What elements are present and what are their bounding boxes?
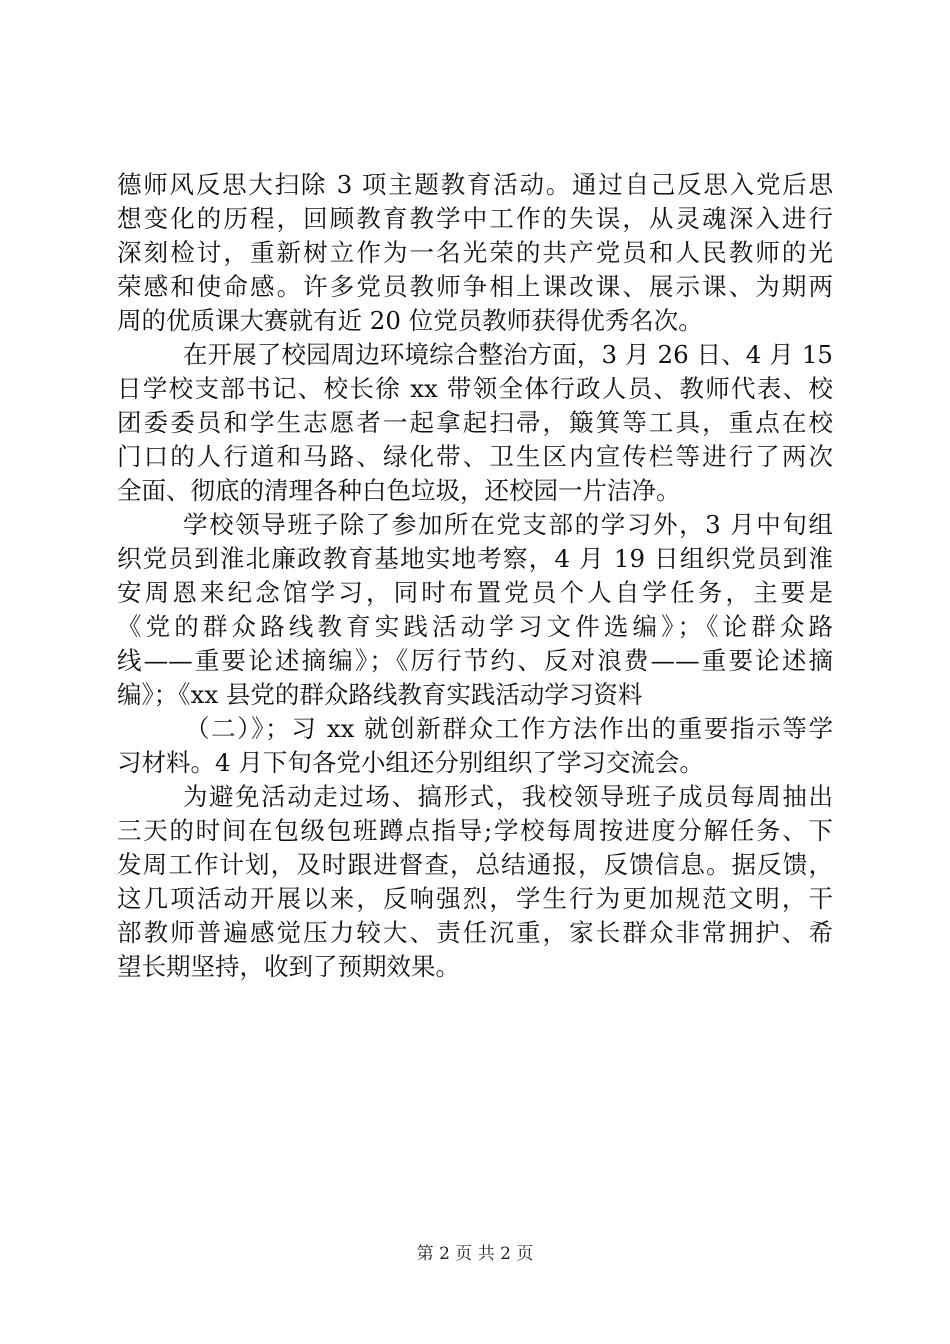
text-line: 为避免活动走过场、搞形式，我校领导班子成员每周抽出 (183, 782, 833, 811)
page-number-footer: 第 2 页 共 2 页 (416, 1244, 534, 1264)
paragraph-4 (117, 712, 833, 780)
text-line: 周的优质课大赛就有近 20 位党员教师获得优秀名次。 (117, 306, 703, 335)
text-line: 习材料。4 月下旬各党小组还分别组织了学习交流会。 (117, 748, 704, 777)
text-line: 织党员到淮北廉政教育基地实地考察，4 月 19 日组织党员到淮 (117, 544, 833, 573)
document-body (117, 168, 833, 984)
text-line: 门口的人行道和马路、绿化带、卫生区内宣传栏等进行了两次 (117, 442, 833, 471)
text-line: 望长期坚持，收到了预期效果。 (117, 952, 460, 981)
text-line: 部教师普遍感觉压力较大、责任沉重，家长群众非常拥护、希 (117, 918, 833, 947)
paragraph-2 (117, 338, 833, 508)
text-line: 《党的群众路线教育实践活动学习文件选编》；《论群众路 (117, 612, 833, 641)
text-line: （二）》；习 xx 就创新群众工作方法作出的重要指示等学 (185, 714, 833, 743)
text-line: 线——重要论述摘编》；《厉行节约、反对浪费——重要论述摘 (117, 646, 833, 675)
text-line: 日学校支部书记、校长徐 xx 带领全体行政人员、教师代表、校 (117, 374, 833, 403)
text-line: 安周恩来纪念馆学习，同时布置党员个人自学任务，主要是 (117, 578, 833, 607)
text-line: 在开展了校园周边环境综合整治方面，3 月 26 日、4 月 15 (183, 340, 833, 369)
text-line: 这几项活动开展以来，反响强烈，学生行为更加规范文明，干 (117, 884, 833, 913)
paragraph-1 (117, 168, 833, 338)
text-line: 学校领导班子除了参加所在党支部的学习外，3 月中旬组 (183, 510, 833, 539)
text-line: 德师风反思大扫除 3 项主题教育活动。通过自己反思入党后思 (117, 170, 833, 199)
paragraph-5 (117, 780, 833, 984)
paragraph-3 (117, 508, 833, 712)
text-line: 三天的时间在包级包班蹲点指导;学校每周按进度分解任务、下 (117, 816, 833, 845)
text-line: 想变化的历程，回顾教育教学中工作的失误，从灵魂深入进行 (117, 204, 833, 233)
text-line: 发周工作计划，及时跟进督查，总结通报，反馈信息。据反馈， (117, 850, 833, 879)
text-line: 全面、彻底的清理各种白色垃圾，还校园一片洁净。 (117, 476, 681, 505)
text-line: 深刻检讨，重新树立作为一名光荣的共产党员和人民教师的光 (117, 238, 833, 267)
text-line: 团委委员和学生志愿者一起拿起扫帚，簸箕等工具，重点在校 (117, 408, 833, 437)
text-line: 编》；《xx 县党的群众路线教育实践活动学习资料 (117, 680, 643, 709)
text-line: 荣感和使命感。许多党员教师争相上课改课、展示课、为期两 (117, 272, 833, 301)
